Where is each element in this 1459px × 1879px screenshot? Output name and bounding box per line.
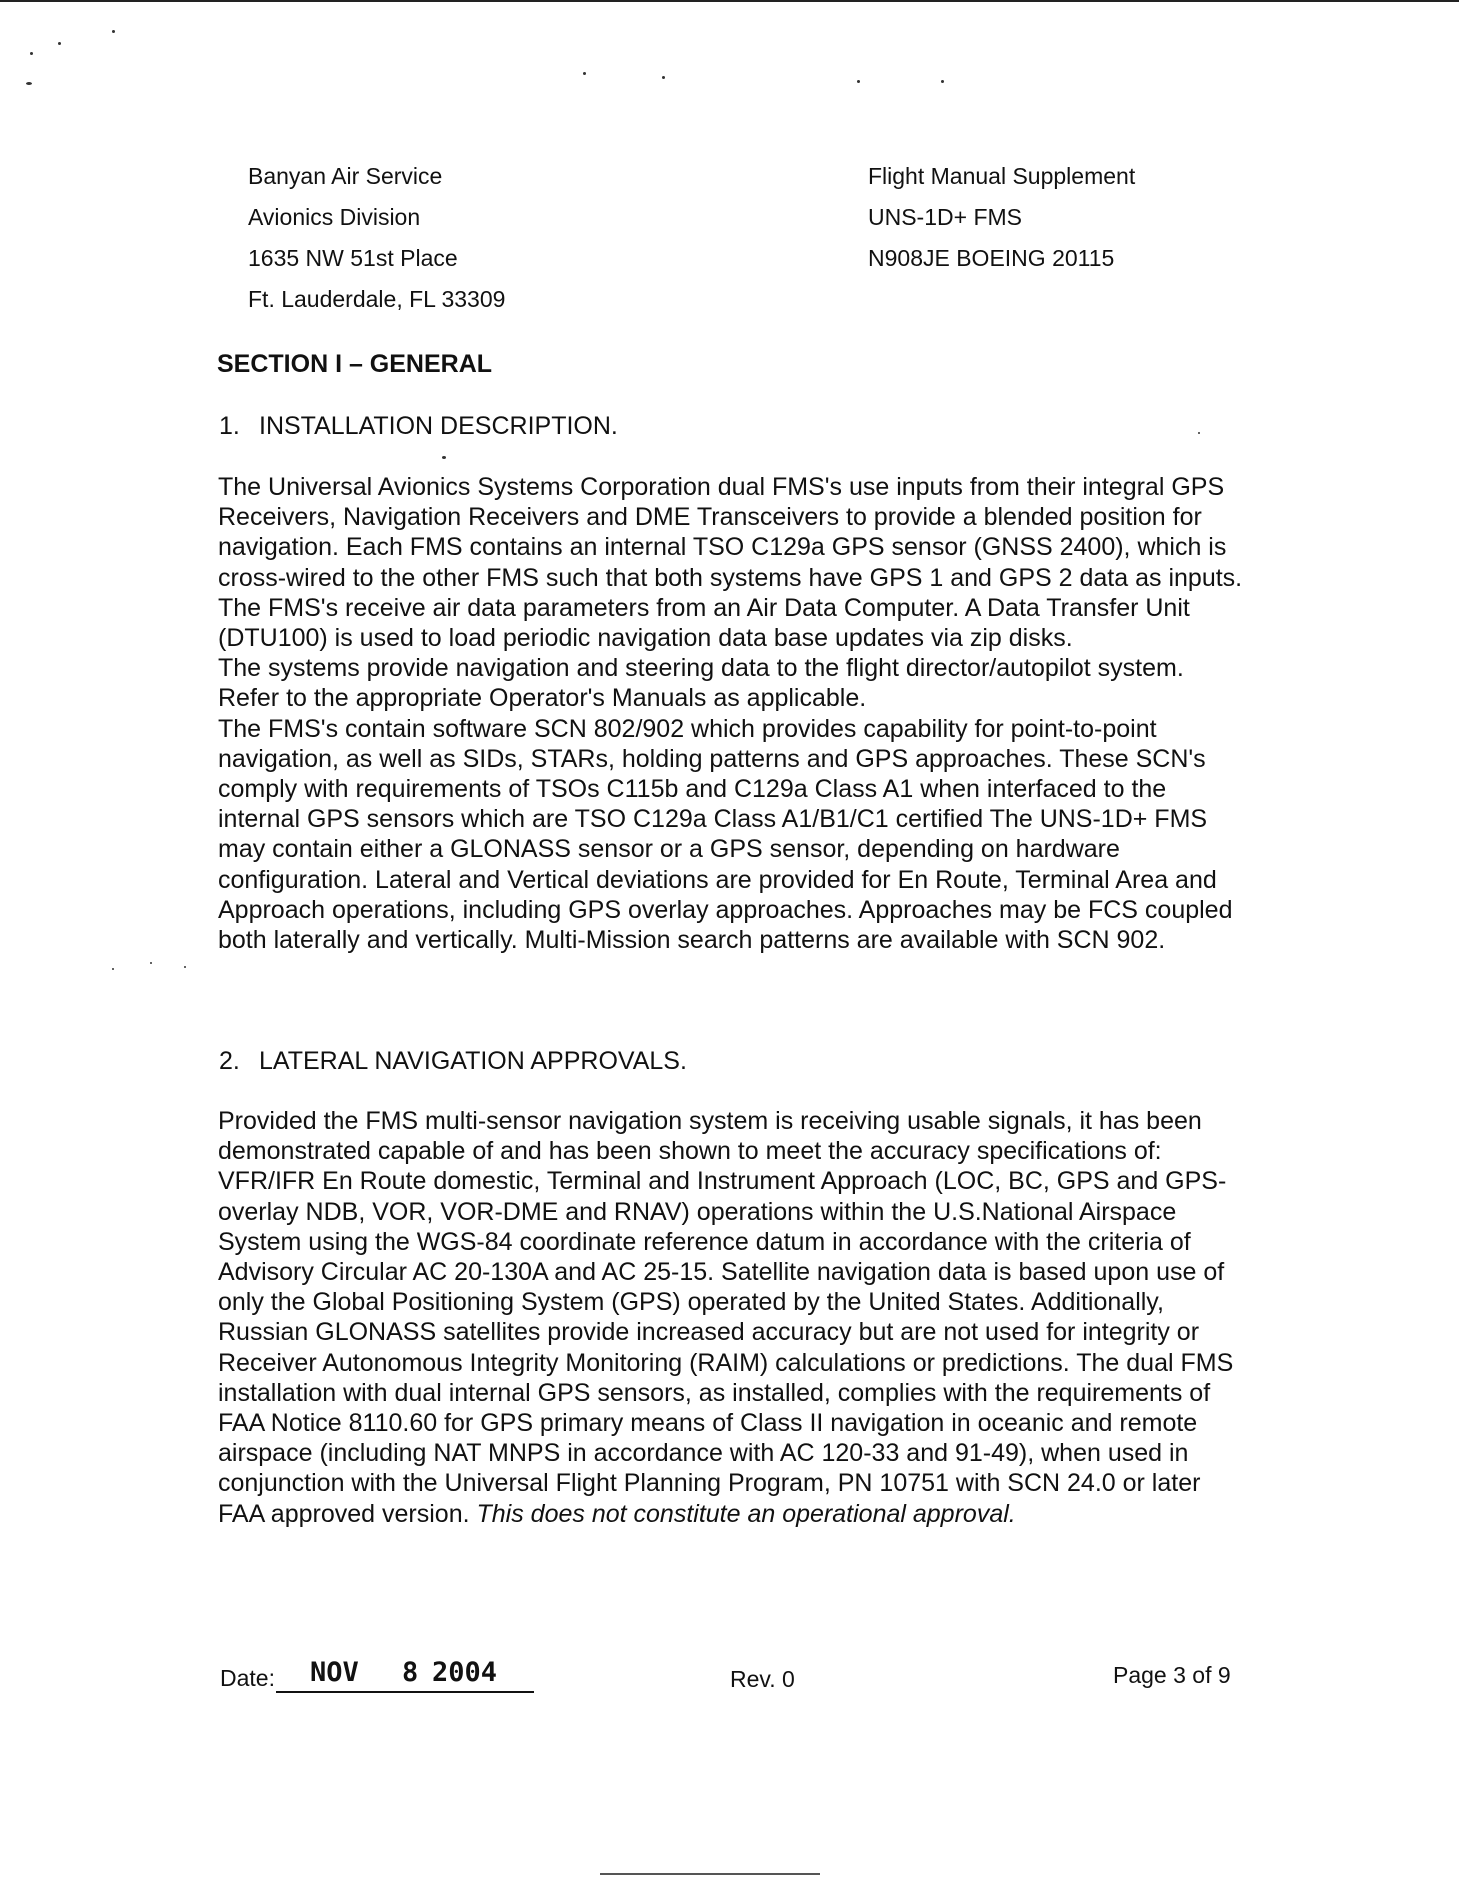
date-year: 2004 <box>432 1657 498 1688</box>
item1-body <box>218 472 1248 955</box>
date-day: 8 <box>402 1657 419 1688</box>
city-state-zip: Ft. Lauderdale, FL 33309 <box>248 286 506 312</box>
date-month: NOV <box>310 1657 359 1688</box>
item1-heading <box>219 412 618 441</box>
page-number: Page 3 of 9 <box>1113 1662 1231 1688</box>
item1-paragraph-2: The systems provide navigation and steering data to the flight director/autopilot system. Refer to the appropriate Operator's Manuals as applicable. <box>218 654 1184 713</box>
item2-body <box>218 1106 1248 1529</box>
document-type: Flight Manual Supplement <box>868 163 1136 189</box>
division-name: Avionics Division <box>248 204 421 230</box>
aircraft-identifier: N908JE BOEING 20115 <box>868 245 1115 271</box>
item2-number: 2. <box>219 1047 240 1075</box>
date-stamp <box>276 1651 534 1693</box>
document-id-block <box>868 156 1135 279</box>
scan-speck <box>184 966 186 968</box>
scan-speck <box>112 30 115 33</box>
item2-paragraph <box>218 1106 1248 1529</box>
item2-heading-text: LATERAL NAVIGATION APPROVALS. <box>259 1047 687 1075</box>
system-name: UNS-1D+ FMS <box>868 204 1022 230</box>
date-label: Date: <box>220 1665 275 1691</box>
bottom-rule <box>600 1873 820 1875</box>
scan-speck <box>150 962 152 964</box>
top-rule <box>0 0 1459 2</box>
item1-paragraph-1: The Universal Avionics Systems Corporation dual FMS's use inputs from their integral GPS Receivers, Navigation Receivers and DME Transceivers to provide a blended position for navigation. Each FMS contains an internal TSO C129a GPS sensor (GNSS 2400), which is cross-wired to the other FMS such that both systems have GPS 1 and GPS 2 data as inputs. The FMS's receive air data parameters from an Air Data Computer. A Data Transfer Unit (DTU100) is used to load periodic navigation data base updates via zip disks. <box>218 473 1243 653</box>
item1-paragraph-3: The FMS's contain software SCN 802/902 which provides capability for point-to-point navigation, as well as SIDs, STARs, holding patterns and GPS approaches. These SCN's comply with requirements of TSOs C115b and C129a Class A1 when interfaced to the internal GPS sensors which are TSO C129a Class A1/B1/C1 certified The UNS-1D+ FMS may contain either a GLONASS sensor or a GPS sensor, depending on hardware configuration. Lateral and Vertical deviations are provided for En Route, Terminal Area and Approach operations, including GPS overlay approaches. Approaches may be FCS coupled both laterally and vertically. Multi-Mission search patterns are available with SCN 902. <box>218 714 1233 955</box>
sender-address-block <box>248 156 505 320</box>
scan-speck <box>1198 432 1200 434</box>
scan-speck <box>662 76 665 79</box>
scan-speck <box>26 82 32 85</box>
scan-speck <box>58 42 61 45</box>
section-title: SECTION I – GENERAL <box>217 350 493 378</box>
scan-speck <box>941 80 944 83</box>
item1-heading-text: INSTALLATION DESCRIPTION. <box>259 412 618 440</box>
revision-label: Rev. 0 <box>730 1666 795 1692</box>
scan-speck <box>583 72 586 75</box>
company-name: Banyan Air Service <box>248 163 443 189</box>
item2-heading <box>219 1047 687 1076</box>
item2-paragraph-italic: This does not constitute an operational approval. <box>476 1499 1016 1528</box>
scan-speck <box>112 968 114 970</box>
scan-speck <box>442 456 446 459</box>
scan-speck <box>30 52 33 55</box>
item2-paragraph-text: Provided the FMS multi-sensor navigation system is receiving usable signals, it has been demonstrated capable of and has been shown to meet the accuracy specifications of: VFR/IFR En Route domestic, Terminal and Instrument Approach (LOC, BC, GPS and GPS-overlay NDB, VOR, VOR-DME and RNAV) operations within the U.S.National Airspace System using the WGS-84 coordinate reference datum in accordance with the criteria of Advisory Circular AC 20-130A and AC 25-15. Satellite navigation data is based upon use of only the Global Positioning System (GPS) operated by the United States. Additionally, Russian GLONASS satellites provide increased accuracy but are not used for integrity or Receiver Autonomous Integrity Monitoring (RAIM) calculations or predictions. The dual FMS installation with dual internal GPS sensors, as installed, complies with the requirements of FAA Notice 8110.60 for GPS primary means of Class II navigation in oceanic and remote airspace (including NAT MNPS in accordance with AC 120-33 and 91-49), when used in conjunction with the Universal Flight Planning Program, PN 10751 with SCN 24.0 or later FAA approved version. <box>218 1107 1234 1528</box>
item1-number: 1. <box>219 412 240 440</box>
scan-speck <box>857 80 860 83</box>
street-address: 1635 NW 51st Place <box>248 245 458 271</box>
